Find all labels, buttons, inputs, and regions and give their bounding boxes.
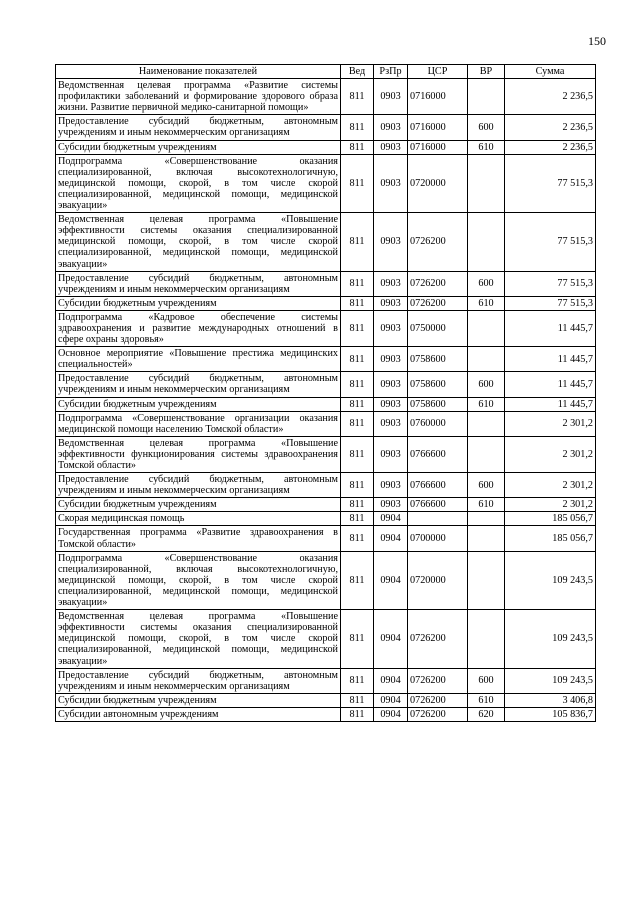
- row-csr-cell: 0716000: [408, 115, 468, 140]
- row-rzpr-cell: 0903: [374, 213, 408, 271]
- row-sum-cell: 77 515,3: [505, 213, 596, 271]
- row-sum-cell: 2 301,2: [505, 473, 596, 498]
- row-name-cell: Ведомственная целевая программа «Повышение эффективности функционирования системы здравоохранения Томской области»: [56, 436, 341, 472]
- row-rzpr-cell: 0903: [374, 498, 408, 512]
- row-csr-cell: 0726200: [408, 693, 468, 707]
- row-sum-cell: 11 445,7: [505, 310, 596, 346]
- row-ved-cell: 811: [341, 372, 374, 397]
- row-ved-cell: 811: [341, 668, 374, 693]
- row-csr-cell: 0726200: [408, 213, 468, 271]
- row-csr-cell: 0726200: [408, 610, 468, 668]
- row-ved-cell: 811: [341, 693, 374, 707]
- table-row: [56, 154, 596, 212]
- table-row: [56, 707, 596, 721]
- row-rzpr-cell: 0904: [374, 512, 408, 526]
- table-row: [56, 551, 596, 609]
- table-row: [56, 498, 596, 512]
- row-vr-cell: 600: [468, 271, 505, 296]
- column-header-vr: ВР: [468, 65, 505, 79]
- row-name-cell: Субсидии бюджетным учреждениям: [56, 397, 341, 411]
- table-row: [56, 310, 596, 346]
- row-ved-cell: 811: [341, 411, 374, 436]
- row-name-cell: Подпрограмма «Совершенствование оказания специализированной, включая высокотехнологичную, медицинской помощи, скорой, в том числе скорой специализированной, медицинской помощи, медицинской эвакуации»: [56, 154, 341, 212]
- row-csr-cell: 0720000: [408, 551, 468, 609]
- column-header-name: Наименование показателей: [56, 65, 341, 79]
- row-vr-cell: [468, 154, 505, 212]
- table-row: [56, 693, 596, 707]
- row-rzpr-cell: 0903: [374, 296, 408, 310]
- row-sum-cell: 11 445,7: [505, 372, 596, 397]
- row-csr-cell: 0716000: [408, 79, 468, 115]
- row-rzpr-cell: 0903: [374, 140, 408, 154]
- row-rzpr-cell: 0904: [374, 610, 408, 668]
- row-sum-cell: 77 515,3: [505, 154, 596, 212]
- row-ved-cell: 811: [341, 310, 374, 346]
- row-vr-cell: 600: [468, 668, 505, 693]
- row-vr-cell: [468, 411, 505, 436]
- row-sum-cell: 2 301,2: [505, 411, 596, 436]
- row-vr-cell: [468, 213, 505, 271]
- row-vr-cell: 610: [468, 296, 505, 310]
- row-csr-cell: 0766600: [408, 498, 468, 512]
- row-sum-cell: 2 236,5: [505, 140, 596, 154]
- table-row: [56, 512, 596, 526]
- table-row: [56, 411, 596, 436]
- row-sum-cell: 3 406,8: [505, 693, 596, 707]
- table-row: [56, 213, 596, 271]
- row-csr-cell: 0726200: [408, 296, 468, 310]
- row-sum-cell: 185 056,7: [505, 512, 596, 526]
- row-sum-cell: 109 243,5: [505, 551, 596, 609]
- table-row: [56, 140, 596, 154]
- row-vr-cell: 610: [468, 693, 505, 707]
- row-name-cell: Предоставление субсидий бюджетным, автономным учреждениям и иным некоммерческим организациям: [56, 115, 341, 140]
- row-name-cell: Государственная программа «Развитие здравоохранения в Томской области»: [56, 526, 341, 551]
- row-name-cell: Подпрограмма «Совершенствование оказания специализированной, включая высокотехнологичную, медицинской помощи, скорой, в том числе скорой специализированной, медицинской помощи, медицинской эвакуации»: [56, 551, 341, 609]
- row-name-cell: Ведомственная целевая программа «Повышение эффективности системы оказания специализированной медицинской помощи, скорой, в том числе скорой специализированной, медицинской помощи, медицинской эвакуации»: [56, 610, 341, 668]
- row-ved-cell: 811: [341, 79, 374, 115]
- column-header-ved: Вед: [341, 65, 374, 79]
- row-sum-cell: 2 301,2: [505, 436, 596, 472]
- row-csr-cell: 0716000: [408, 140, 468, 154]
- row-ved-cell: 811: [341, 271, 374, 296]
- row-ved-cell: 811: [341, 436, 374, 472]
- row-vr-cell: 620: [468, 707, 505, 721]
- column-header-csr: ЦСР: [408, 65, 468, 79]
- row-sum-cell: 2 236,5: [505, 79, 596, 115]
- row-vr-cell: [468, 79, 505, 115]
- budget-table: [55, 64, 596, 722]
- row-rzpr-cell: 0903: [374, 473, 408, 498]
- row-ved-cell: 811: [341, 551, 374, 609]
- row-sum-cell: 105 836,7: [505, 707, 596, 721]
- row-vr-cell: 600: [468, 473, 505, 498]
- row-name-cell: Скорая медицинская помощь: [56, 512, 341, 526]
- row-vr-cell: [468, 551, 505, 609]
- row-ved-cell: 811: [341, 397, 374, 411]
- row-rzpr-cell: 0903: [374, 411, 408, 436]
- row-csr-cell: 0766600: [408, 473, 468, 498]
- row-name-cell: Субсидии бюджетным учреждениям: [56, 140, 341, 154]
- row-ved-cell: 811: [341, 154, 374, 212]
- table-row: [56, 436, 596, 472]
- row-ved-cell: 811: [341, 610, 374, 668]
- table-row: [56, 473, 596, 498]
- row-rzpr-cell: 0904: [374, 668, 408, 693]
- row-vr-cell: [468, 512, 505, 526]
- row-name-cell: Ведомственная целевая программа «Развитие системы профилактики заболеваний и формирование здорового образа жизни. Развитие первичной медико-санитарной помощи»: [56, 79, 341, 115]
- row-vr-cell: 610: [468, 397, 505, 411]
- row-name-cell: Подпрограмма «Кадровое обеспечение системы здравоохранения и развитие международных отношений в сфере охраны здоровья»: [56, 310, 341, 346]
- table-body: [56, 79, 596, 722]
- row-csr-cell: 0760000: [408, 411, 468, 436]
- row-vr-cell: [468, 526, 505, 551]
- row-name-cell: Подпрограмма «Совершенствование организации оказания медицинской помощи населению Томской области»: [56, 411, 341, 436]
- column-header-rzpr: РзПр: [374, 65, 408, 79]
- row-name-cell: Предоставление субсидий бюджетным, автономным учреждениям и иным некоммерческим организациям: [56, 473, 341, 498]
- row-sum-cell: 77 515,3: [505, 271, 596, 296]
- row-rzpr-cell: 0903: [374, 372, 408, 397]
- table-row: [56, 397, 596, 411]
- row-sum-cell: 2 301,2: [505, 498, 596, 512]
- row-rzpr-cell: 0904: [374, 707, 408, 721]
- table-row: [56, 347, 596, 372]
- row-csr-cell: 0766600: [408, 436, 468, 472]
- row-rzpr-cell: 0904: [374, 693, 408, 707]
- row-vr-cell: 600: [468, 372, 505, 397]
- row-name-cell: Предоставление субсидий бюджетным, автономным учреждениям и иным некоммерческим организациям: [56, 372, 341, 397]
- row-vr-cell: [468, 610, 505, 668]
- row-rzpr-cell: 0903: [374, 347, 408, 372]
- row-rzpr-cell: 0903: [374, 115, 408, 140]
- row-ved-cell: 811: [341, 347, 374, 372]
- row-ved-cell: 811: [341, 512, 374, 526]
- page-number: 150: [588, 34, 606, 48]
- row-csr-cell: 0758600: [408, 347, 468, 372]
- row-vr-cell: [468, 310, 505, 346]
- row-name-cell: Предоставление субсидий бюджетным, автономным учреждениям и иным некоммерческим организациям: [56, 668, 341, 693]
- row-vr-cell: [468, 436, 505, 472]
- row-csr-cell: 0720000: [408, 154, 468, 212]
- row-sum-cell: 77 515,3: [505, 296, 596, 310]
- row-name-cell: Ведомственная целевая программа «Повышение эффективности системы оказания специализированной медицинской помощи, скорой, в том числе скорой специализированной, медицинской помощи, медицинской эвакуации»: [56, 213, 341, 271]
- row-name-cell: Предоставление субсидий бюджетным, автономным учреждениям и иным некоммерческим организациям: [56, 271, 341, 296]
- row-csr-cell: [408, 512, 468, 526]
- row-rzpr-cell: 0903: [374, 436, 408, 472]
- row-rzpr-cell: 0903: [374, 79, 408, 115]
- row-ved-cell: 811: [341, 498, 374, 512]
- row-sum-cell: 2 236,5: [505, 115, 596, 140]
- column-header-sum: Сумма: [505, 65, 596, 79]
- row-ved-cell: 811: [341, 115, 374, 140]
- row-vr-cell: 600: [468, 115, 505, 140]
- row-sum-cell: 109 243,5: [505, 610, 596, 668]
- row-ved-cell: 811: [341, 213, 374, 271]
- row-name-cell: Субсидии бюджетным учреждениям: [56, 296, 341, 310]
- row-ved-cell: 811: [341, 473, 374, 498]
- row-rzpr-cell: 0904: [374, 526, 408, 551]
- row-vr-cell: [468, 347, 505, 372]
- table-row: [56, 610, 596, 668]
- row-ved-cell: 811: [341, 296, 374, 310]
- row-csr-cell: 0750000: [408, 310, 468, 346]
- row-rzpr-cell: 0903: [374, 271, 408, 296]
- row-name-cell: Основное мероприятие «Повышение престижа медицинских специальностей»: [56, 347, 341, 372]
- row-sum-cell: 185 056,7: [505, 526, 596, 551]
- row-ved-cell: 811: [341, 707, 374, 721]
- row-name-cell: Субсидии бюджетным учреждениям: [56, 498, 341, 512]
- row-sum-cell: 11 445,7: [505, 347, 596, 372]
- row-csr-cell: 0726200: [408, 668, 468, 693]
- table-row: [56, 668, 596, 693]
- row-rzpr-cell: 0903: [374, 154, 408, 212]
- row-csr-cell: 0758600: [408, 372, 468, 397]
- row-sum-cell: 11 445,7: [505, 397, 596, 411]
- row-rzpr-cell: 0903: [374, 397, 408, 411]
- row-vr-cell: 610: [468, 140, 505, 154]
- table-row: [56, 526, 596, 551]
- row-name-cell: Субсидии бюджетным учреждениям: [56, 693, 341, 707]
- row-csr-cell: 0726200: [408, 707, 468, 721]
- row-rzpr-cell: 0904: [374, 551, 408, 609]
- row-csr-cell: 0700000: [408, 526, 468, 551]
- row-ved-cell: 811: [341, 526, 374, 551]
- row-vr-cell: 610: [468, 498, 505, 512]
- row-ved-cell: 811: [341, 140, 374, 154]
- row-csr-cell: 0758600: [408, 397, 468, 411]
- table-row: [56, 115, 596, 140]
- table-row: [56, 271, 596, 296]
- table-row: [56, 296, 596, 310]
- table-header-row: [56, 65, 596, 79]
- table-row: [56, 79, 596, 115]
- row-csr-cell: 0726200: [408, 271, 468, 296]
- table-row: [56, 372, 596, 397]
- row-rzpr-cell: 0903: [374, 310, 408, 346]
- row-sum-cell: 109 243,5: [505, 668, 596, 693]
- row-name-cell: Субсидии автономным учреждениям: [56, 707, 341, 721]
